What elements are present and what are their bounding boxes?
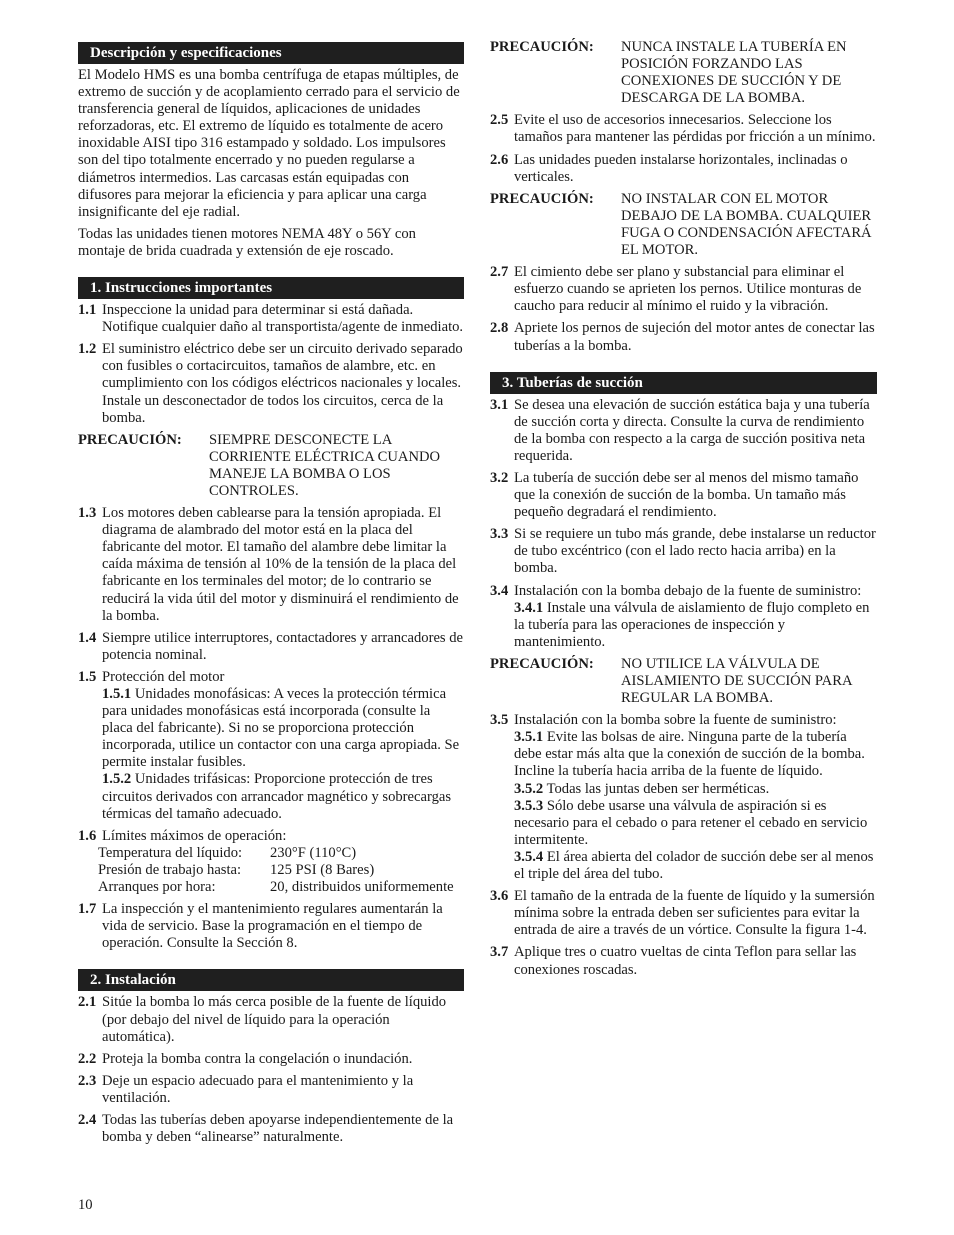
item-3-5 xyxy=(490,712,877,883)
item-number: 1.3 xyxy=(78,505,97,522)
caution-text: NUNCA INSTALE LA TUBERÍA EN POSICIÓN FORZANDO LAS CONEXIONES DE SUCCIÓN Y DE DESCARGA DE LA BOMBA. xyxy=(621,39,847,107)
page-number: 10 xyxy=(78,1197,93,1213)
section-heading-suction-piping: 3. Tuberías de succión xyxy=(490,372,877,394)
item-2-4 xyxy=(78,1112,464,1146)
item-text: Protección del motor xyxy=(102,668,225,685)
item-number: 1.5 xyxy=(78,668,97,685)
right-column xyxy=(490,39,877,984)
item-number: 3.6 xyxy=(490,888,509,905)
subitem-number: 3.5.3 xyxy=(514,797,544,814)
item-1-1 xyxy=(78,302,464,336)
caution-disconnect xyxy=(78,432,464,500)
limit-label: Arranques por hora: xyxy=(98,879,216,896)
item-number: 2.7 xyxy=(490,264,509,281)
limit-value: 20, distribuidos uniformemente xyxy=(270,879,454,896)
subitem-number: 1.5.2 xyxy=(102,771,132,788)
item-text: Apriete los pernos de sujeción del motor antes de conectar las tuberías a la bomba. xyxy=(514,320,875,354)
item-3-4 xyxy=(490,583,877,651)
operating-limits-table xyxy=(98,845,464,896)
item-2-8 xyxy=(490,320,877,354)
item-2-7 xyxy=(490,264,877,315)
subitem-text: Unidades trifásicas: Proporcione protección de tres circuitos derivados con arrancador magnético y sobrecargas térmicas del tamaño adecuado. xyxy=(102,771,452,822)
subitem-text: Sólo debe usarse una válvula de aspiración si es necesario para el cebado o para retener el cebado en servicio intermitente. xyxy=(514,797,868,848)
caution-motor-position xyxy=(490,191,877,259)
limit-value: 230°F (110°C) xyxy=(270,844,357,861)
item-number: 1.1 xyxy=(78,302,97,319)
left-column xyxy=(78,42,464,1151)
item-text: Siempre utilice interruptores, contactadores y arrancadores de potencia nominal. xyxy=(102,629,464,663)
item-number: 2.5 xyxy=(490,112,509,129)
subitem-text: Evite las bolsas de aire. Ninguna parte de la tubería debe estar más alta que la conexión de succión de la bomba. Incline la tubería hacia arriba de la fuente de líquido. xyxy=(514,729,865,780)
caution-label: PRECAUCIÓN: xyxy=(490,655,594,672)
item-text: Evite el uso de accesorios innecesarios. Seleccione los tamaños para mantener las pérdidas por fricción a un mínimo. xyxy=(514,112,876,146)
item-number: 3.2 xyxy=(490,469,509,486)
item-text: La inspección y el mantenimiento regulares aumentarán la vida de servicio. Base la programación en el tiempo de operación. Consulte la Sección 8. xyxy=(102,901,443,952)
item-number: 3.4 xyxy=(490,582,509,599)
caution-text: SIEMPRE DESCONECTE LA CORRIENTE ELÉCTRICA CUANDO MANEJE LA BOMBA O LOS CONTROLES. xyxy=(209,431,441,499)
item-number: 2.1 xyxy=(78,994,97,1011)
item-text: La tubería de succión debe ser al menos del mismo tamaño que la conexión de succión de la bomba. Un tamaño más pequeño degradará el rendimiento. xyxy=(514,469,859,521)
item-text: Límites máximos de operación: xyxy=(102,827,287,844)
item-number: 2.4 xyxy=(78,1111,97,1128)
subitem-text: Todas las juntas deben ser herméticas. xyxy=(546,780,770,797)
item-text: El tamaño de la entrada de la fuente de líquido y la sumersión mínima sobre la entrada deben ser suficientes para evitar la entrada de aire a través de un vórtice. Consulte la figura 1-4. xyxy=(514,888,875,939)
subitem-text: Instale una válvula de aislamiento de flujo completo en la tubería para las operaciones de inspección y mantenimiento. xyxy=(514,599,870,650)
description-paragraph-2: Todas las unidades tienen motores NEMA 48Y o 56Y con montaje de brida cuadrada y extensión de eje roscado. xyxy=(78,225,416,259)
section-heading-important: 1. Instrucciones importantes xyxy=(78,277,464,299)
item-text: Aplique tres o cuatro vueltas de cinta Teflon para sellar las conexiones roscadas. xyxy=(514,944,857,978)
item-number: 1.2 xyxy=(78,341,97,358)
item-text: Si se requiere un tubo más grande, debe instalarse un reductor de tubo excéntrico (con el lado recto hacia arriba) en la bomba. xyxy=(514,526,876,577)
description-paragraph-1: El Modelo HMS es una bomba centrífuga de etapas múltiples, de extremo de succión y de acoplamiento cerrado para el servicio de transferencia general de líquidos, aplicaciones de unidades reforzadoras, etc. El extremo de líquido es totalmente de acero inoxidable AISI tipo 316 estampado y soldado. Los impulsores son del tipo totalmente encerrado y no pueden regularse a diámetros intermedios. Las carcasas están equipadas con difusores para mejorar la eficiencia y para aplicar una carga insignificante del eje radial. xyxy=(78,67,460,220)
item-number: 1.6 xyxy=(78,827,97,844)
subitem-number: 3.5.2 xyxy=(514,780,544,797)
item-number: 3.5 xyxy=(490,712,509,729)
caution-text: NO INSTALAR CON EL MOTOR DEBAJO DE LA BOMBA. CUALQUIER FUGA O CONDENSACIÓN AFECTARÁ EL MOTOR. xyxy=(621,190,872,259)
subitem-text: El área abierta del colador de succión debe ser al menos el triple del área del tubo. xyxy=(514,848,874,883)
item-number: 1.7 xyxy=(78,901,97,918)
item-text: Sitúe la bomba lo más cerca posible de la fuente de líquido (por debajo del nivel de líquido para la operación automática). xyxy=(102,994,447,1045)
limit-label: Presión de trabajo hasta: xyxy=(98,861,242,878)
item-text: Instalación con la bomba sobre la fuente de suministro: xyxy=(514,712,837,729)
item-number: 2.6 xyxy=(490,151,509,168)
item-text: Los motores deben cablearse para la tensión apropiada. El diagrama de alambrado del motor está en la placa del fabricante del motor. El tamaño del alambre debe limitar la caída máxima de tensión al 10% de la tensión de la placa del fabricante en los terminales del motor; de lo contrario se reducirá la vida útil del motor y disminuirá el rendimiento de la bomba. xyxy=(102,505,459,624)
item-3-6 xyxy=(490,888,877,939)
item-number: 3.1 xyxy=(490,396,509,413)
section-heading-description: Descripción y especificaciones xyxy=(78,42,464,64)
caution-label: PRECAUCIÓN: xyxy=(78,431,182,448)
item-1-4 xyxy=(78,630,464,664)
item-2-6 xyxy=(490,152,877,186)
item-text: El suministro eléctrico debe ser un circuito derivado separado con fusibles o cortacircuitos, tamaños de alambre, etc. en cumplimiento con los códigos eléctricos nacionales y locales. Instale un desconectador de todos los circuitos, cerca de la bomba. xyxy=(102,341,463,426)
item-text: Deje un espacio adecuado para el mantenimiento y la ventilación. xyxy=(102,1072,414,1106)
caution-text: NO UTILICE LA VÁLVULA DE AISLAMIENTO DE SUCCIÓN PARA REGULAR LA BOMBA. xyxy=(621,655,852,707)
subitem-number: 3.5.1 xyxy=(514,729,544,746)
item-text: Las unidades pueden instalarse horizontales, inclinadas o verticales. xyxy=(514,151,848,185)
caution-label: PRECAUCIÓN: xyxy=(490,39,594,55)
item-2-1 xyxy=(78,994,464,1045)
item-number: 2.2 xyxy=(78,1050,97,1067)
subitem-number: 1.5.1 xyxy=(102,686,132,702)
item-3-1 xyxy=(490,397,877,465)
item-3-3 xyxy=(490,526,877,577)
item-number: 3.7 xyxy=(490,944,509,961)
item-text: Inspeccione la unidad para determinar si está dañada. Notifique cualquier daño al transportista/agente de inmediato. xyxy=(102,302,464,336)
item-text: Se desea una elevación de succión estática baja y una tubería de succión corta y directa. Consulte la curva de rendimiento de la bomba con respecto a la carga de succión positiva neta requerida. xyxy=(514,396,870,464)
item-number: 2.3 xyxy=(78,1072,97,1089)
limit-label: Temperatura del líquido: xyxy=(98,844,243,861)
item-3-7 xyxy=(490,944,877,978)
item-text: Instalación con la bomba debajo de la fuente de suministro: xyxy=(514,582,862,599)
caution-isolation-valve xyxy=(490,656,877,707)
item-1-2 xyxy=(78,341,464,426)
subitem-number: 3.4.1 xyxy=(514,599,544,616)
item-1-7 xyxy=(78,901,464,952)
item-2-5 xyxy=(490,112,877,146)
item-2-3 xyxy=(78,1073,464,1107)
item-1-5 xyxy=(78,669,464,823)
item-text: Todas las tuberías deben apoyarse independientemente de la bomba y deben “alinearse” naturalmente. xyxy=(102,1111,454,1146)
subitem-number: 3.5.4 xyxy=(514,848,544,865)
item-number: 2.8 xyxy=(490,320,509,337)
subitem-text: Unidades monofásicas: A veces la protección térmica para unidades monofásicas está incorporada (consulte la placa del fabricante). Si no se proporciona protección incorporada, utilice un contactor con una carga apropiada. Se permite instalar fusibles. xyxy=(102,686,460,771)
item-text: Proteja la bomba contra la congelación o inundación. xyxy=(102,1050,413,1067)
limit-value: 125 PSI (8 Bares) xyxy=(270,861,375,878)
item-1-3 xyxy=(78,505,464,625)
item-number: 1.4 xyxy=(78,629,97,646)
item-text: El cimiento debe ser plano y substancial para eliminar el esfuerzo cuando se aprieten los pernos. Utilice monturas de caucho para reducir al mínimo el ruido y la vibración. xyxy=(514,264,862,315)
section-heading-installation: 2. Instalación xyxy=(78,969,464,991)
item-1-6 xyxy=(78,828,464,896)
item-3-2 xyxy=(490,470,877,521)
item-number: 3.3 xyxy=(490,526,509,543)
item-2-2 xyxy=(78,1051,464,1068)
caution-label: PRECAUCIÓN: xyxy=(490,190,594,207)
caution-piping xyxy=(490,39,877,107)
